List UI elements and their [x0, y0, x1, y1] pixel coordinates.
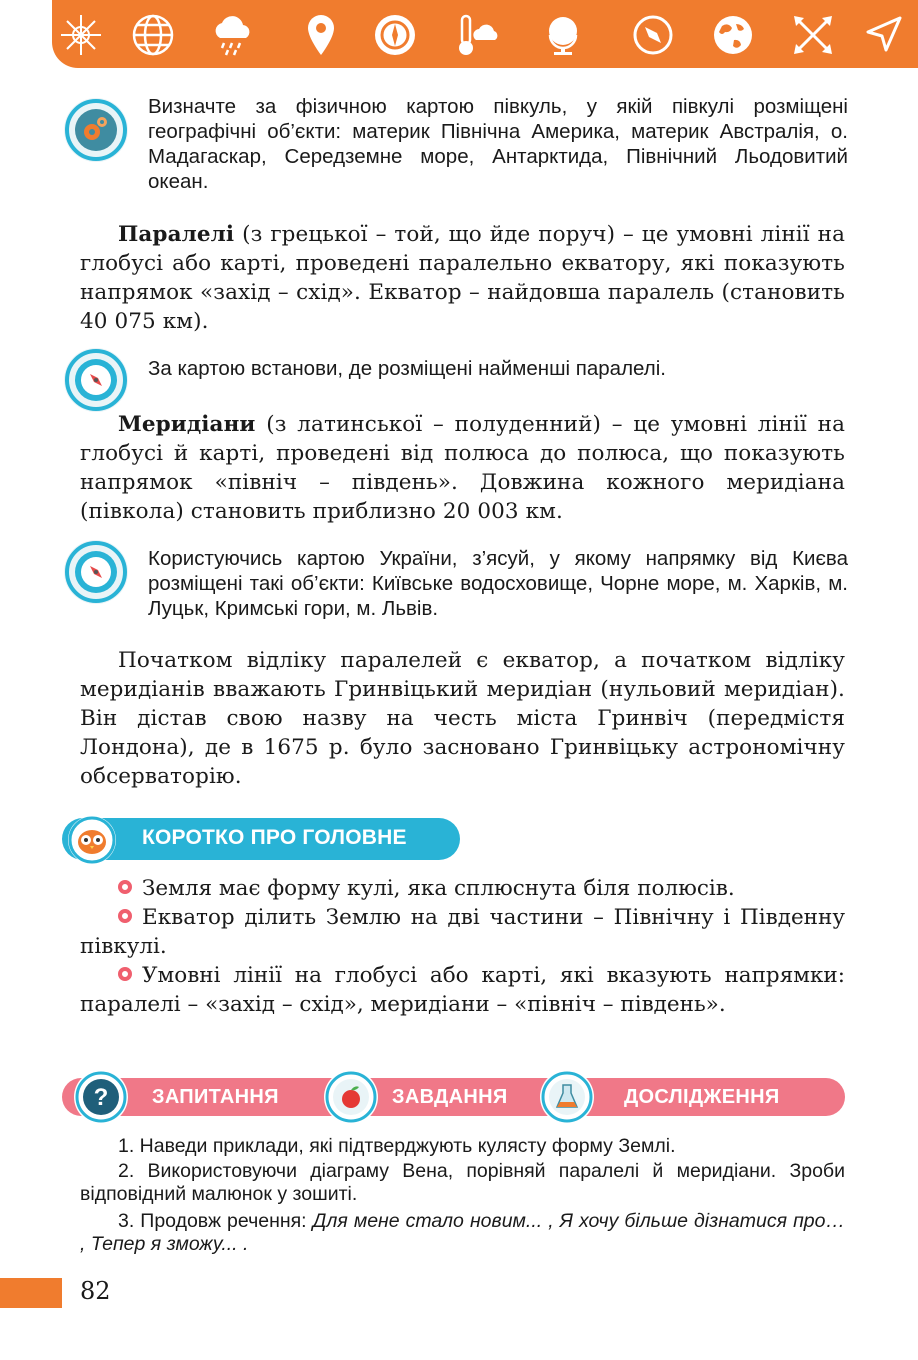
page-marker	[0, 1278, 62, 1308]
compass-icon	[630, 12, 676, 58]
questions-label: ЗАПИТАННЯ	[152, 1086, 279, 1108]
task-text: Визначте за фізичною картою півкуль, у якій півкулі розміщені географічні об’єкти: материк Північна Америка, материк Австралія, о. Мадагаскар, Середземне море, Антарктида, Північний Льодовитий океан.	[148, 95, 848, 193]
term-meridians: Меридіани	[118, 412, 256, 437]
paragraph-text: (з латинської – полуденний) – це умовні лінії на глобусі й карті, проведені від полюса до полюса, що показують напрямок «північ – південь». Довжина кожного меридіана (півкола) становить приблизно 20 003 км.	[80, 412, 845, 524]
rain-cloud-icon	[210, 12, 256, 58]
summary-bullet: Екватор ділить Землю на дві частини – Північну і Південну півкулі.	[80, 905, 845, 959]
page-number: 82	[80, 1277, 111, 1305]
task-text: За картою встанови, де розміщені найменші паралелі.	[148, 357, 666, 380]
owl-icon	[68, 816, 116, 864]
gears-icon	[64, 98, 128, 162]
paragraph-text: (з грецької – той, що йде поруч) – це умовні лінії на глобусі або карті, проведені паралельно екватору, які показують напрямок «захід – схід». Екватор – найдовша паралель (становить 40 075 км).	[80, 222, 845, 334]
map-pin-icon	[298, 12, 344, 58]
question-1: 1. Наведи приклади, які підтверджують кулясту форму Землі.	[118, 1135, 676, 1157]
bullet-icon	[118, 967, 132, 981]
compass-icon	[64, 348, 128, 412]
question-3: 3. Продовж речення: Для мене стало новим... , Я хочу більше дізнатися про… , Тепер я зможу... .	[80, 1210, 845, 1255]
question-2: 2. Використовуючи діаграму Вена, порівняй паралелі й меридіани. Зроби відповідний малюнок у зошиті.	[80, 1160, 845, 1205]
paragraph-parallels	[80, 220, 845, 336]
paragraph-text: Початком відліку паралелей є екватор, а початком відліку меридіанів вважають Гринвіцький меридіан (нульовий меридіан). Він дістав свою назву на честь міста Гринвіч (передмістя Лондона), де в 1675 р. було засновано Гринвіцьку астрономічну обсерваторію.	[80, 648, 845, 789]
compass-icon	[64, 540, 128, 604]
research-label: ДОСЛІДЖЕННЯ	[624, 1086, 780, 1108]
summary-bullet: Умовні лінії на глобусі або карті, які вказують напрямки: паралелі – «захід – схід», меридіани – «північ – південь».	[80, 963, 845, 1017]
bullet-icon	[118, 909, 132, 923]
summary-title: КОРОТКО ПРО ГОЛОВНЕ	[142, 826, 407, 849]
paragraph-meridians	[80, 410, 845, 526]
task-text: Користуючись картою України, з’ясуй, у якому напрямку від Києва розміщені такі об’єкти: Київське водосховище, Чорне море, м. Харків, м. Луцьк, Кримські гори, м. Львів.	[148, 547, 848, 620]
world-map-icon	[710, 12, 756, 58]
arrows-icon	[790, 12, 836, 58]
tasks-label: ЗАВДАННЯ	[392, 1086, 508, 1108]
apple-icon	[324, 1070, 378, 1124]
navigation-arrow-icon	[860, 12, 906, 58]
compass-dial-icon	[372, 12, 418, 58]
paragraph-greenwich	[80, 646, 845, 791]
svg-text:?: ?	[93, 1084, 109, 1111]
term-parallels: Паралелі	[118, 222, 235, 247]
question-mark-icon	[74, 1070, 128, 1124]
bullet-icon	[118, 880, 132, 894]
flask-icon	[540, 1070, 594, 1124]
summary-bullet: Земля має форму кулі, яка сплюснута біля полюсів.	[80, 874, 845, 903]
header-icon-bar	[52, 0, 918, 68]
desk-globe-icon	[540, 12, 586, 58]
compass-rose-icon	[58, 12, 104, 58]
thermometer-cloud-icon	[454, 12, 500, 58]
globe-grid-icon	[130, 12, 176, 58]
